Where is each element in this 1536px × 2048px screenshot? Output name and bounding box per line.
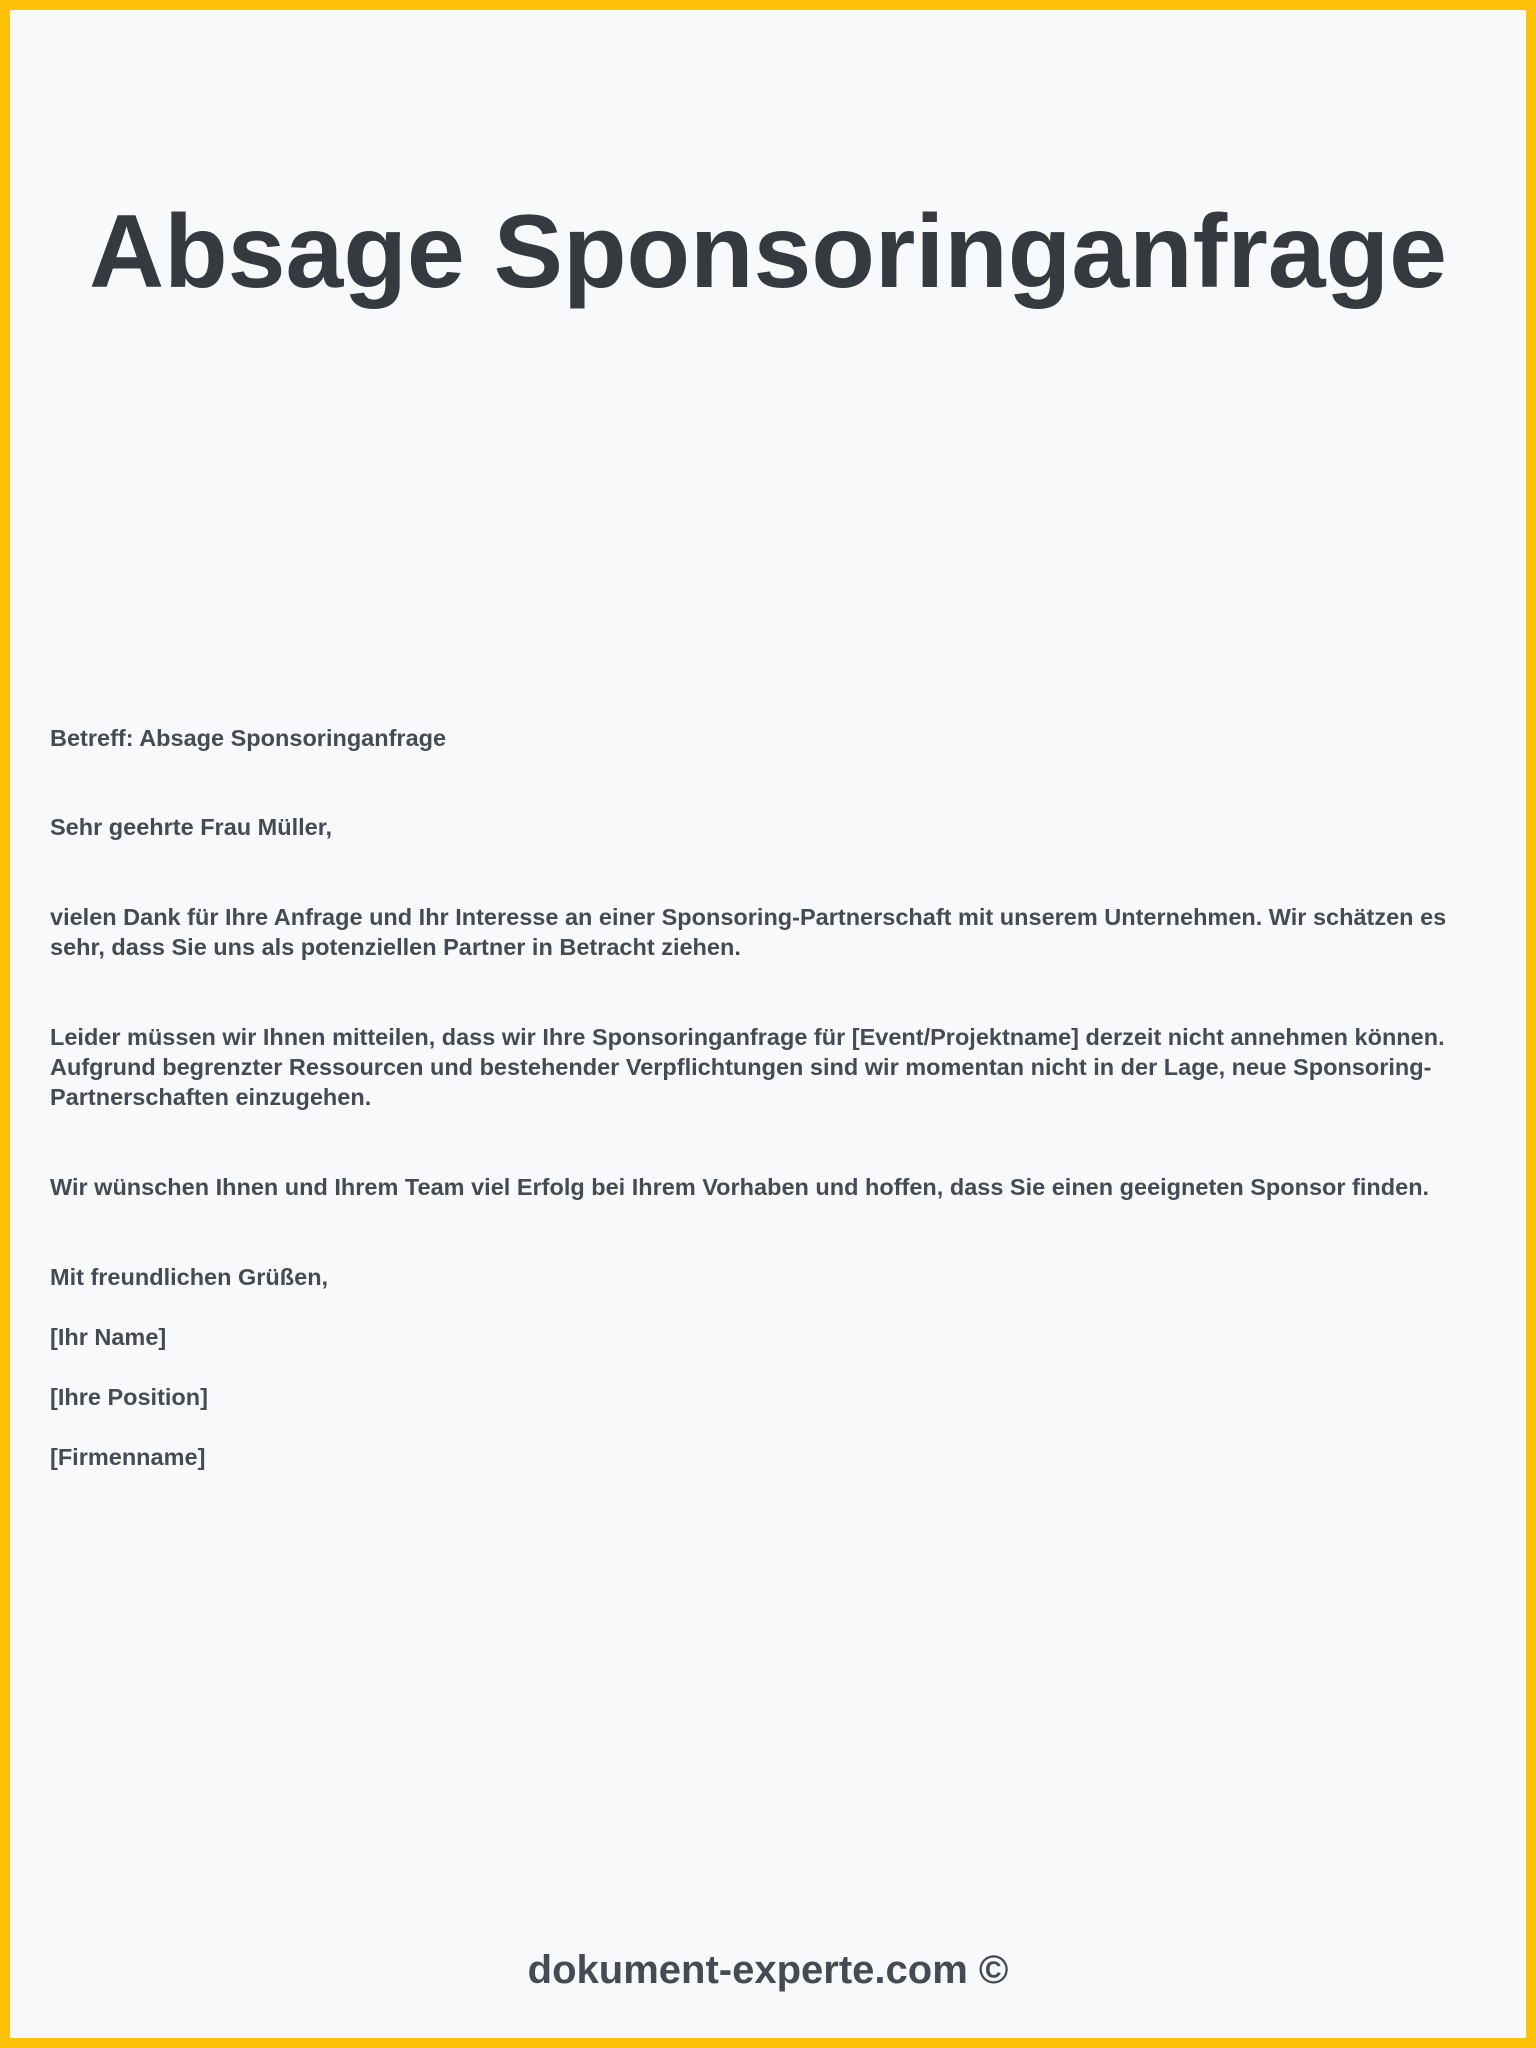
signature-company: [Firmenname]	[50, 1444, 206, 1470]
page-title: Absage Sponsoringanfrage	[89, 194, 1447, 310]
letter-closing: Mit freundlichen Grüßen,	[50, 1264, 329, 1290]
signature-name: [Ihr Name]	[50, 1324, 167, 1350]
letter-paragraph: Leider müssen wir Ihnen mitteilen, dass wir Ihre Sponsoringanfrage für [Event/Projektname] derzeit nicht annehmen können. Aufgrund begrenzter Ressourcen und bestehender Verpflichtungen sind wir momentan nicht in der Lage, neue Sponsoring-Partnerschaften einzugehen.	[50, 1024, 1445, 1110]
letter-subject: Betreff: Absage Sponsoringanfrage	[50, 725, 447, 751]
letter-paragraph: vielen Dank für Ihre Anfrage und Ihr Interesse an einer Sponsoring-Partnerschaft mit unserem Unternehmen. Wir schätzen es sehr, dass Sie uns als potenziellen Partner in Betracht ziehen.	[50, 904, 1447, 960]
letter-salutation: Sehr geehrte Frau Müller,	[50, 814, 333, 840]
letter-paragraph: Wir wünschen Ihnen und Ihrem Team viel Erfolg bei Ihrem Vorhaben und hoffen, dass Sie einen geeigneten Sponsor finden.	[50, 1174, 1430, 1200]
footer-copyright: dokument-experte.com ©	[527, 1948, 1009, 1992]
signature-position: [Ihre Position]	[50, 1384, 208, 1410]
